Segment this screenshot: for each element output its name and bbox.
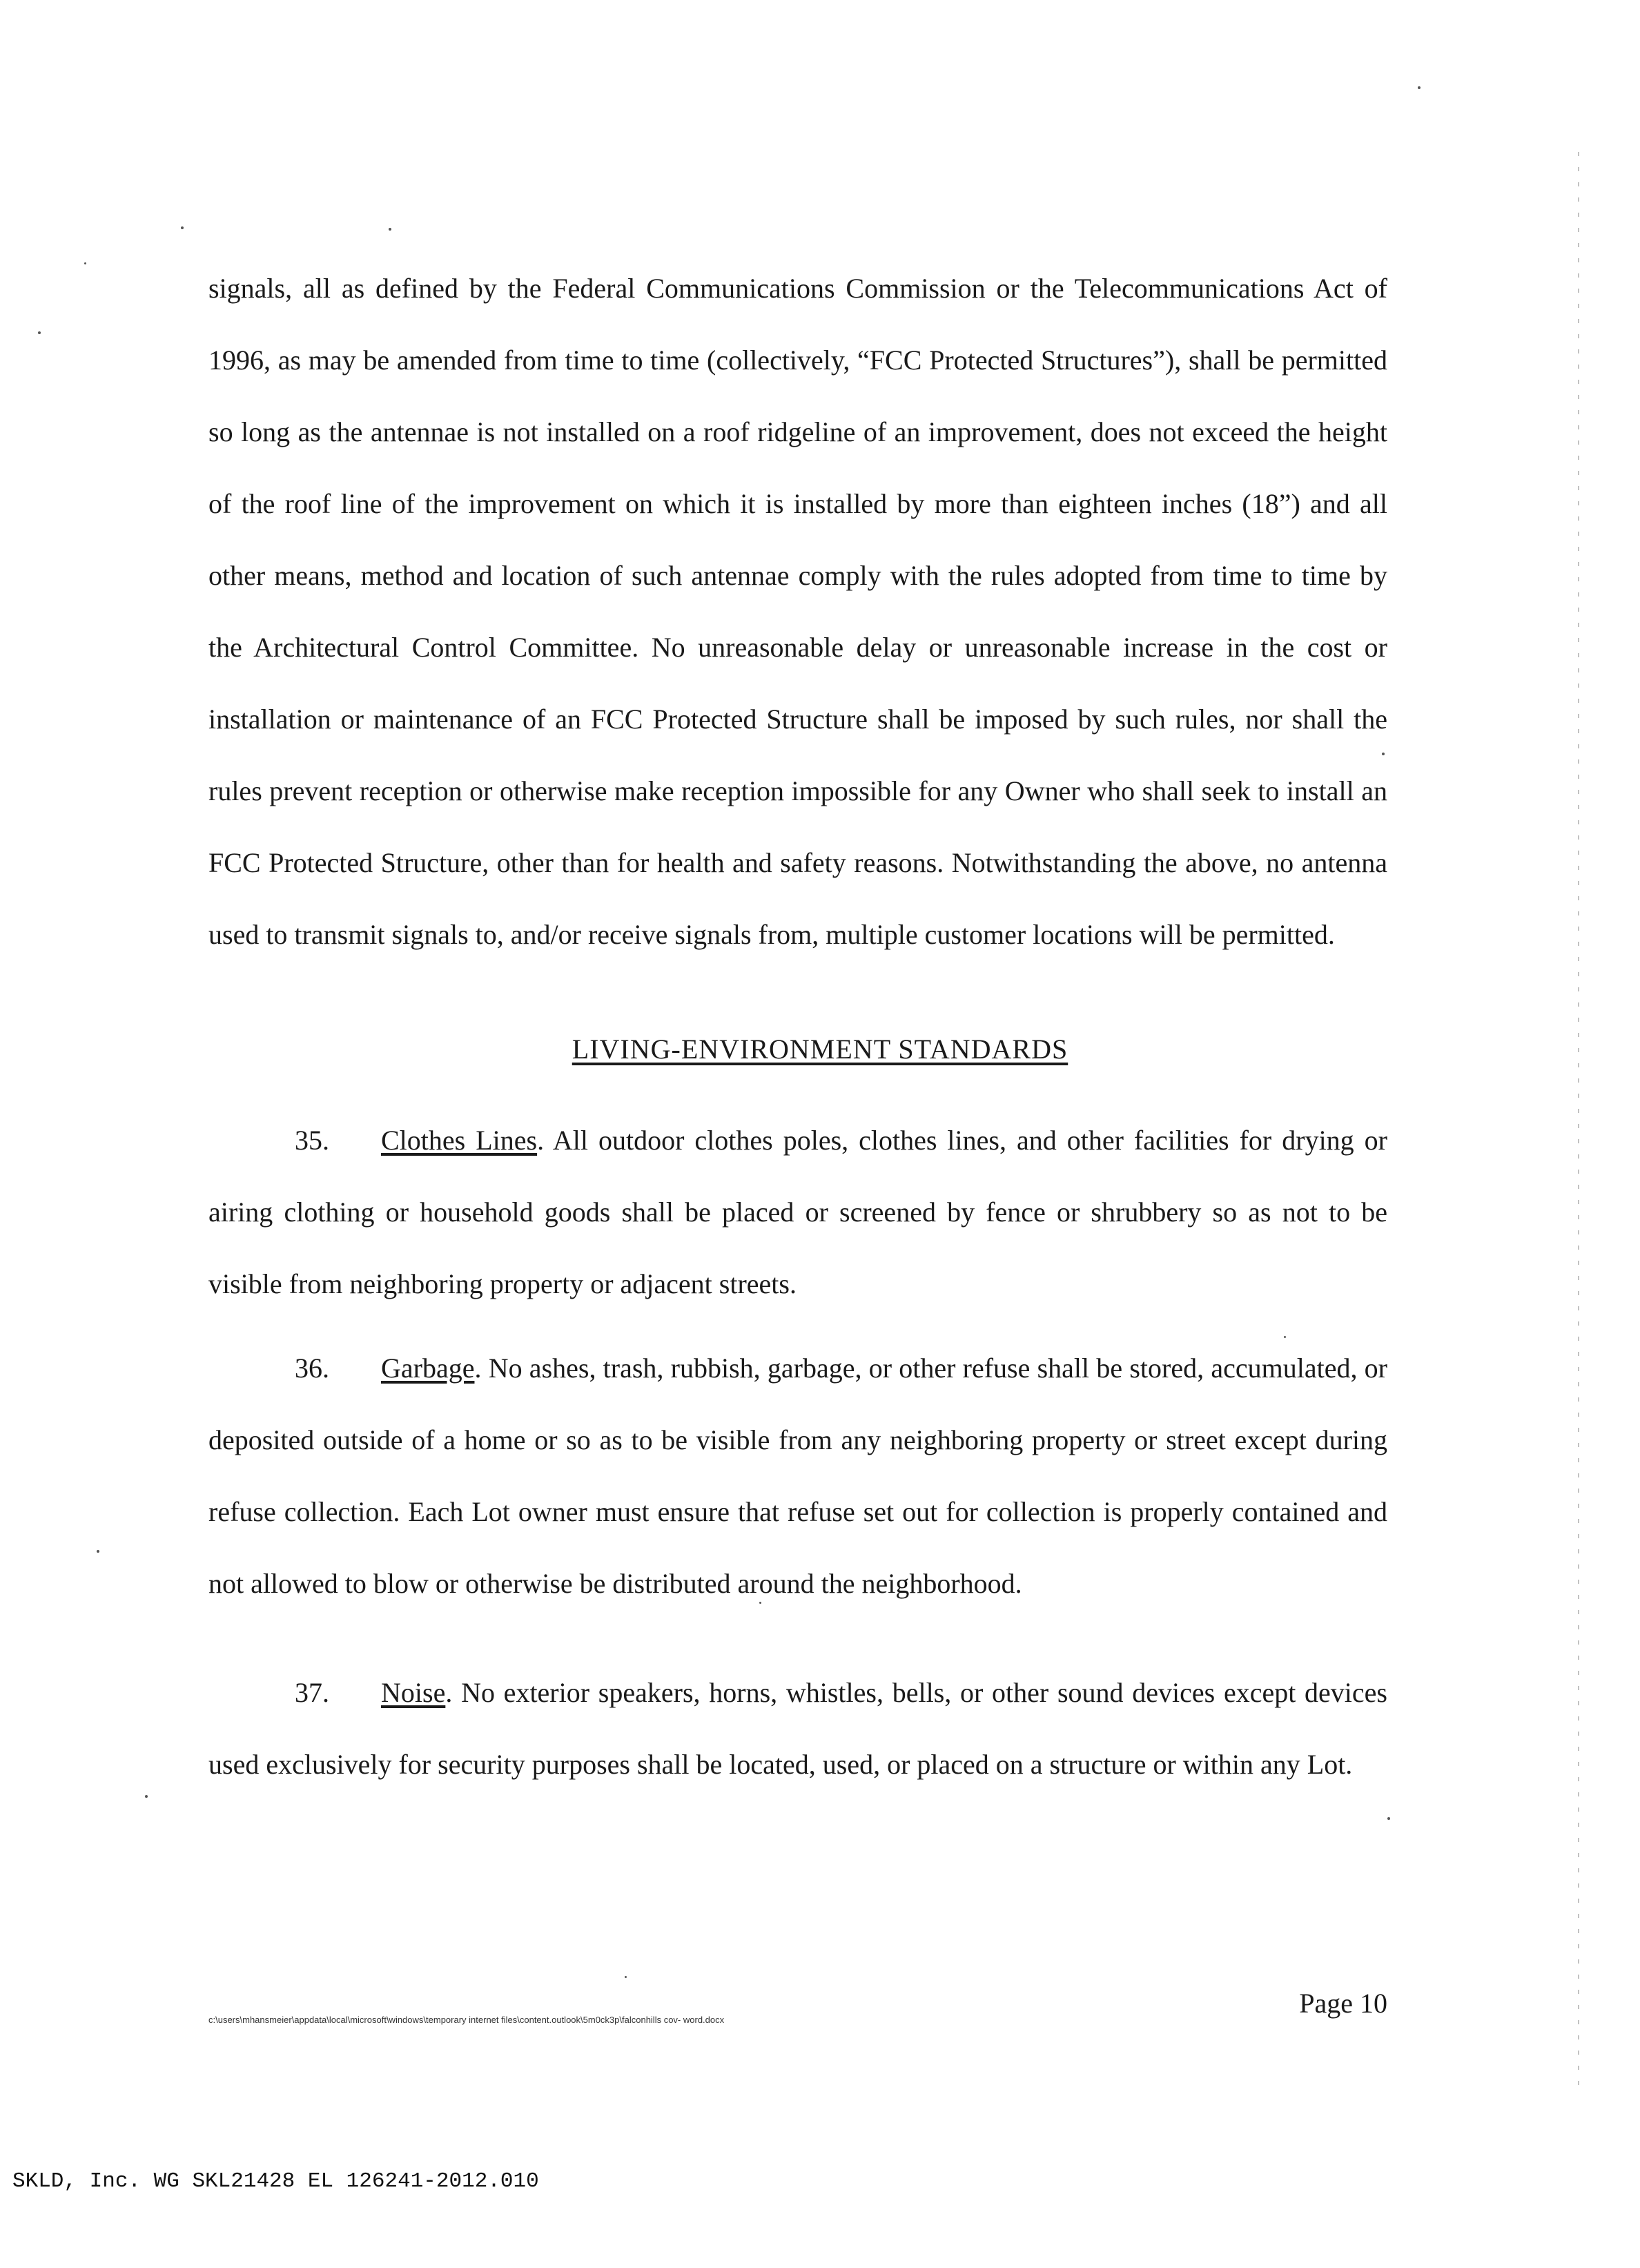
scan-speck bbox=[1387, 1817, 1390, 1820]
footer-file-path: c:\users\mhansmeier\appdata\local\microsoft\windows\temporary internet files\content.outlook\5m0ck3p\falconhills cov- word.docx bbox=[208, 2015, 725, 2025]
scan-speck bbox=[625, 1976, 627, 1978]
scan-speck bbox=[181, 226, 184, 229]
section-number: 35. bbox=[295, 1125, 329, 1156]
section-text: . No ashes, trash, rubbish, garbage, or other refuse shall be stored, accumulated, or deposited outside of a home or so as to be visible from any neighboring property or street except during refuse collection. Each Lot owner must ensure that refuse set out for collection is properly contained and not allowed to blow or otherwise be distributed around the neighborhood. bbox=[208, 1353, 1387, 1599]
section-caption: Garbage bbox=[381, 1353, 475, 1384]
section-heading: LIVING-ENVIRONMENT STANDARDS bbox=[572, 1034, 1068, 1065]
section-35 bbox=[208, 1105, 1387, 1320]
section-caption: Noise bbox=[381, 1677, 446, 1708]
scan-speck bbox=[1284, 1336, 1286, 1338]
scan-speck bbox=[759, 1602, 761, 1604]
scan-edge-artifact bbox=[1578, 152, 1579, 2085]
section-text: . All outdoor clothes poles, clothes lines, and other facilities for drying or airing clothing or household goods shall be placed or screened by fence or shrubbery so as not to be visible from neighboring property or adjacent streets. bbox=[208, 1125, 1387, 1299]
section-number: 36. bbox=[295, 1353, 329, 1384]
paragraph-continued: signals, all as defined by the Federal Communications Commission or the Telecommunications Act of 1996, as may be amended from time to time (collectively, “FCC Protected Structures”), shall be permitted so long as the antennae is not installed on a roof ridgeline of an improvement, does not exceed the height of the roof line of the improvement on which it is installed by more than eighteen inches (18”) and all other means, method and location of such antennae comply with the rules adopted from time to time by the Architectural Control Committee. No unreasonable delay or unreasonable increase in the cost or installation or maintenance of an FCC Protected Structure shall be imposed by such rules, nor shall the rules prevent reception or otherwise make reception impossible for any Owner who shall seek to install an FCC Protected Structure, other than for health and safety reasons. Notwithstanding the above, no antenna used to transmit signals to, and/or receive signals from, multiple customer locations will be permitted. bbox=[208, 273, 1387, 950]
section-caption: Clothes Lines bbox=[381, 1125, 538, 1156]
page-number: Page 10 bbox=[1299, 1988, 1387, 2019]
scan-speck bbox=[38, 331, 41, 334]
section-number: 37. bbox=[295, 1677, 329, 1708]
section-text: . No exterior speakers, horns, whistles, bells, or other sound devices except devices used exclusively for security purposes shall be located, used, or placed on a structure or within any Lot. bbox=[208, 1677, 1387, 1780]
scan-speck bbox=[84, 262, 86, 264]
scan-speck bbox=[389, 228, 391, 231]
scan-speck bbox=[97, 1550, 99, 1553]
scan-speck bbox=[1382, 753, 1385, 755]
recording-stamp: SKLD, Inc. WG SKL21428 EL 126241-2012.010 bbox=[12, 2169, 539, 2193]
section-37 bbox=[208, 1657, 1387, 1801]
section-36 bbox=[208, 1332, 1387, 1620]
scan-speck bbox=[1418, 86, 1421, 89]
scan-speck bbox=[145, 1795, 148, 1798]
